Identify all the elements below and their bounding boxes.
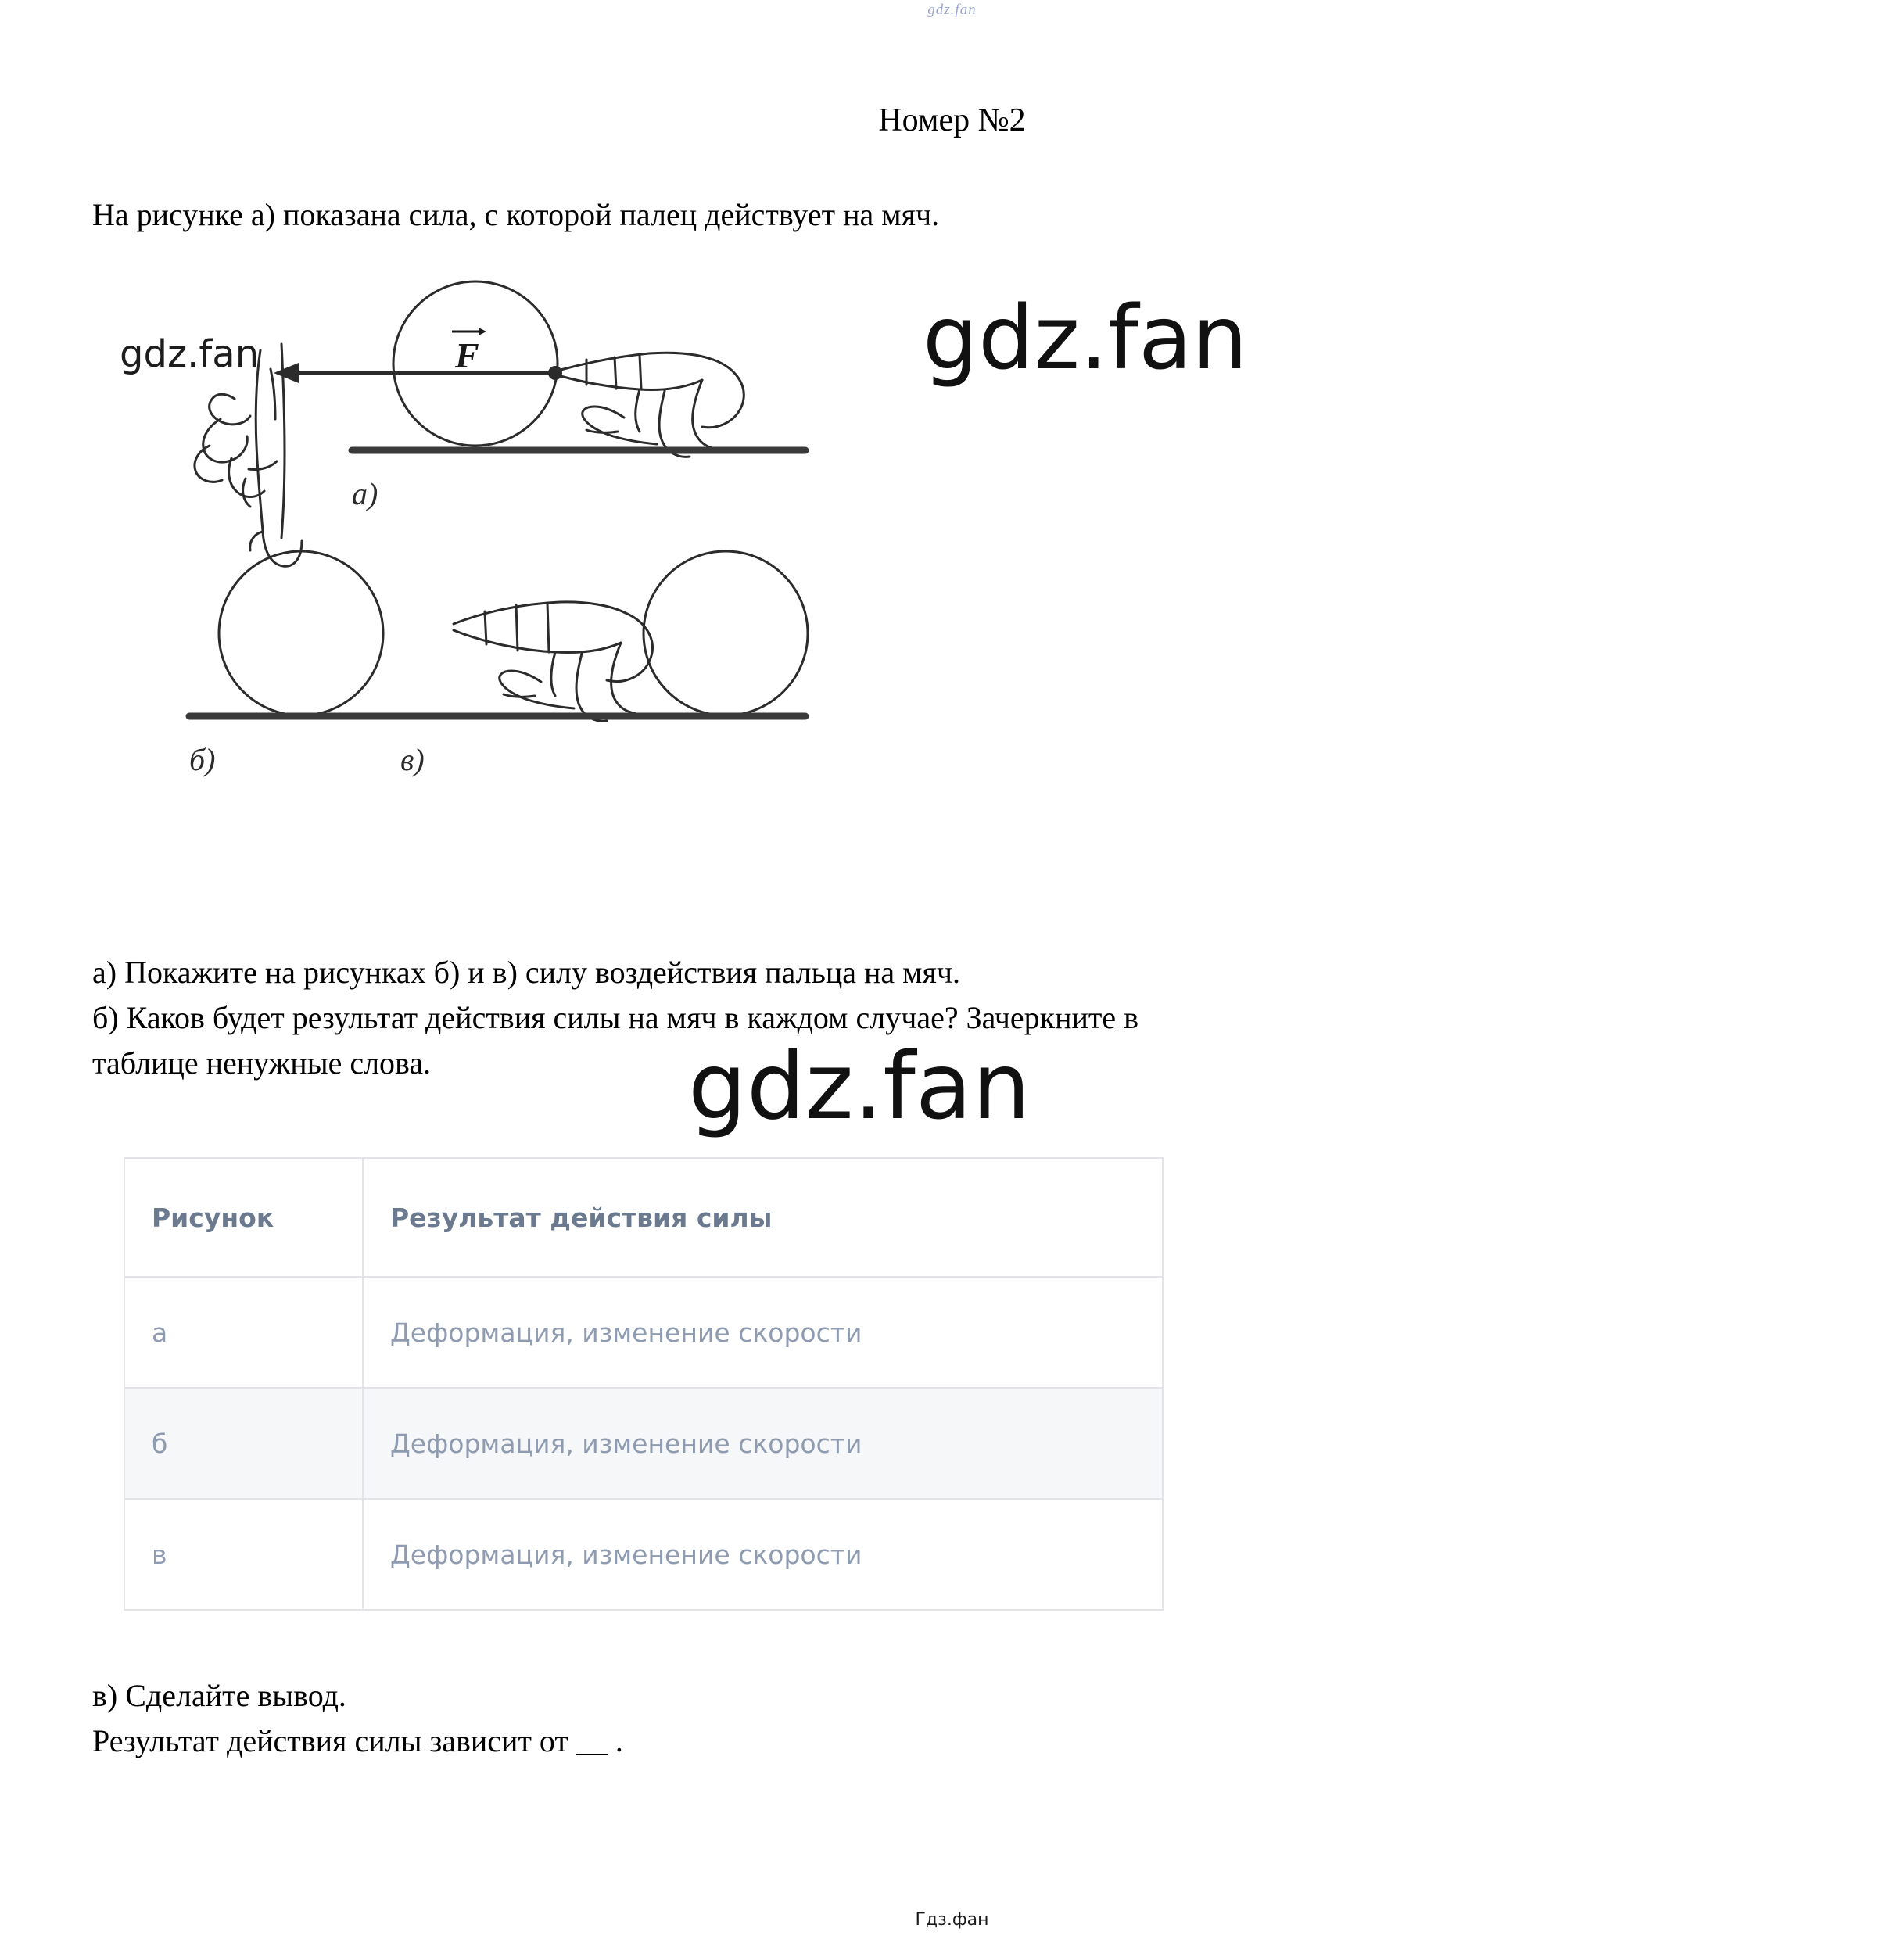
svg-text:б): б) [189,742,216,777]
conclusion-block [92,1673,623,1764]
table-cell-figure: б [124,1388,363,1499]
physics-figure [117,266,993,915]
force-label [452,328,486,375]
conclusion-line2: Результат действия силы зависит от __ . [92,1723,623,1758]
watermark-large-2: gdz.fan [688,1032,1031,1140]
table-cell-figure: в [124,1499,363,1610]
intro-text: На рисунке а) показана сила, с которой палец действует на мяч. [92,197,940,232]
svg-text:F: F [455,335,479,375]
table-header-row [124,1158,1163,1277]
result-table-wrapper [124,1157,1164,1611]
questions-block [92,950,1813,1086]
top-watermark: gdz.fan [927,2,977,18]
table-cell-result[interactable]: Деформация, изменение скорости [363,1499,1163,1610]
watermark-large-1: gdz.fan [923,288,1248,389]
table-cell-result[interactable]: Деформация, изменение скорости [363,1277,1163,1388]
page-title: Номер №2 [878,102,1026,138]
table-row [124,1499,1163,1610]
table-row [124,1388,1163,1499]
question-b-line2: таблице ненужные слова. [92,1045,432,1081]
figure-watermark: gdz.fan [120,332,260,376]
svg-text:в): в) [400,742,425,777]
bottom-watermark: Гдз.фан [915,1910,989,1930]
table-row [124,1277,1163,1388]
conclusion-line1: в) Сделайте вывод. [92,1678,346,1713]
question-a: а) Покажите на рисунках б) и в) силу воздействия пальца на мяч. [92,955,960,990]
table-cell-figure: а [124,1277,363,1388]
table-header-result: Результат действия силы [363,1158,1163,1277]
svg-text:а): а) [352,476,378,511]
question-b-line1: б) Каков будет результат действия силы на мяч в каждом случае? Зачеркните в [92,1000,1139,1035]
table-header-figure: Рисунок [124,1158,363,1277]
table-cell-result[interactable]: Деформация, изменение скорости [363,1388,1163,1499]
result-table [124,1157,1164,1611]
